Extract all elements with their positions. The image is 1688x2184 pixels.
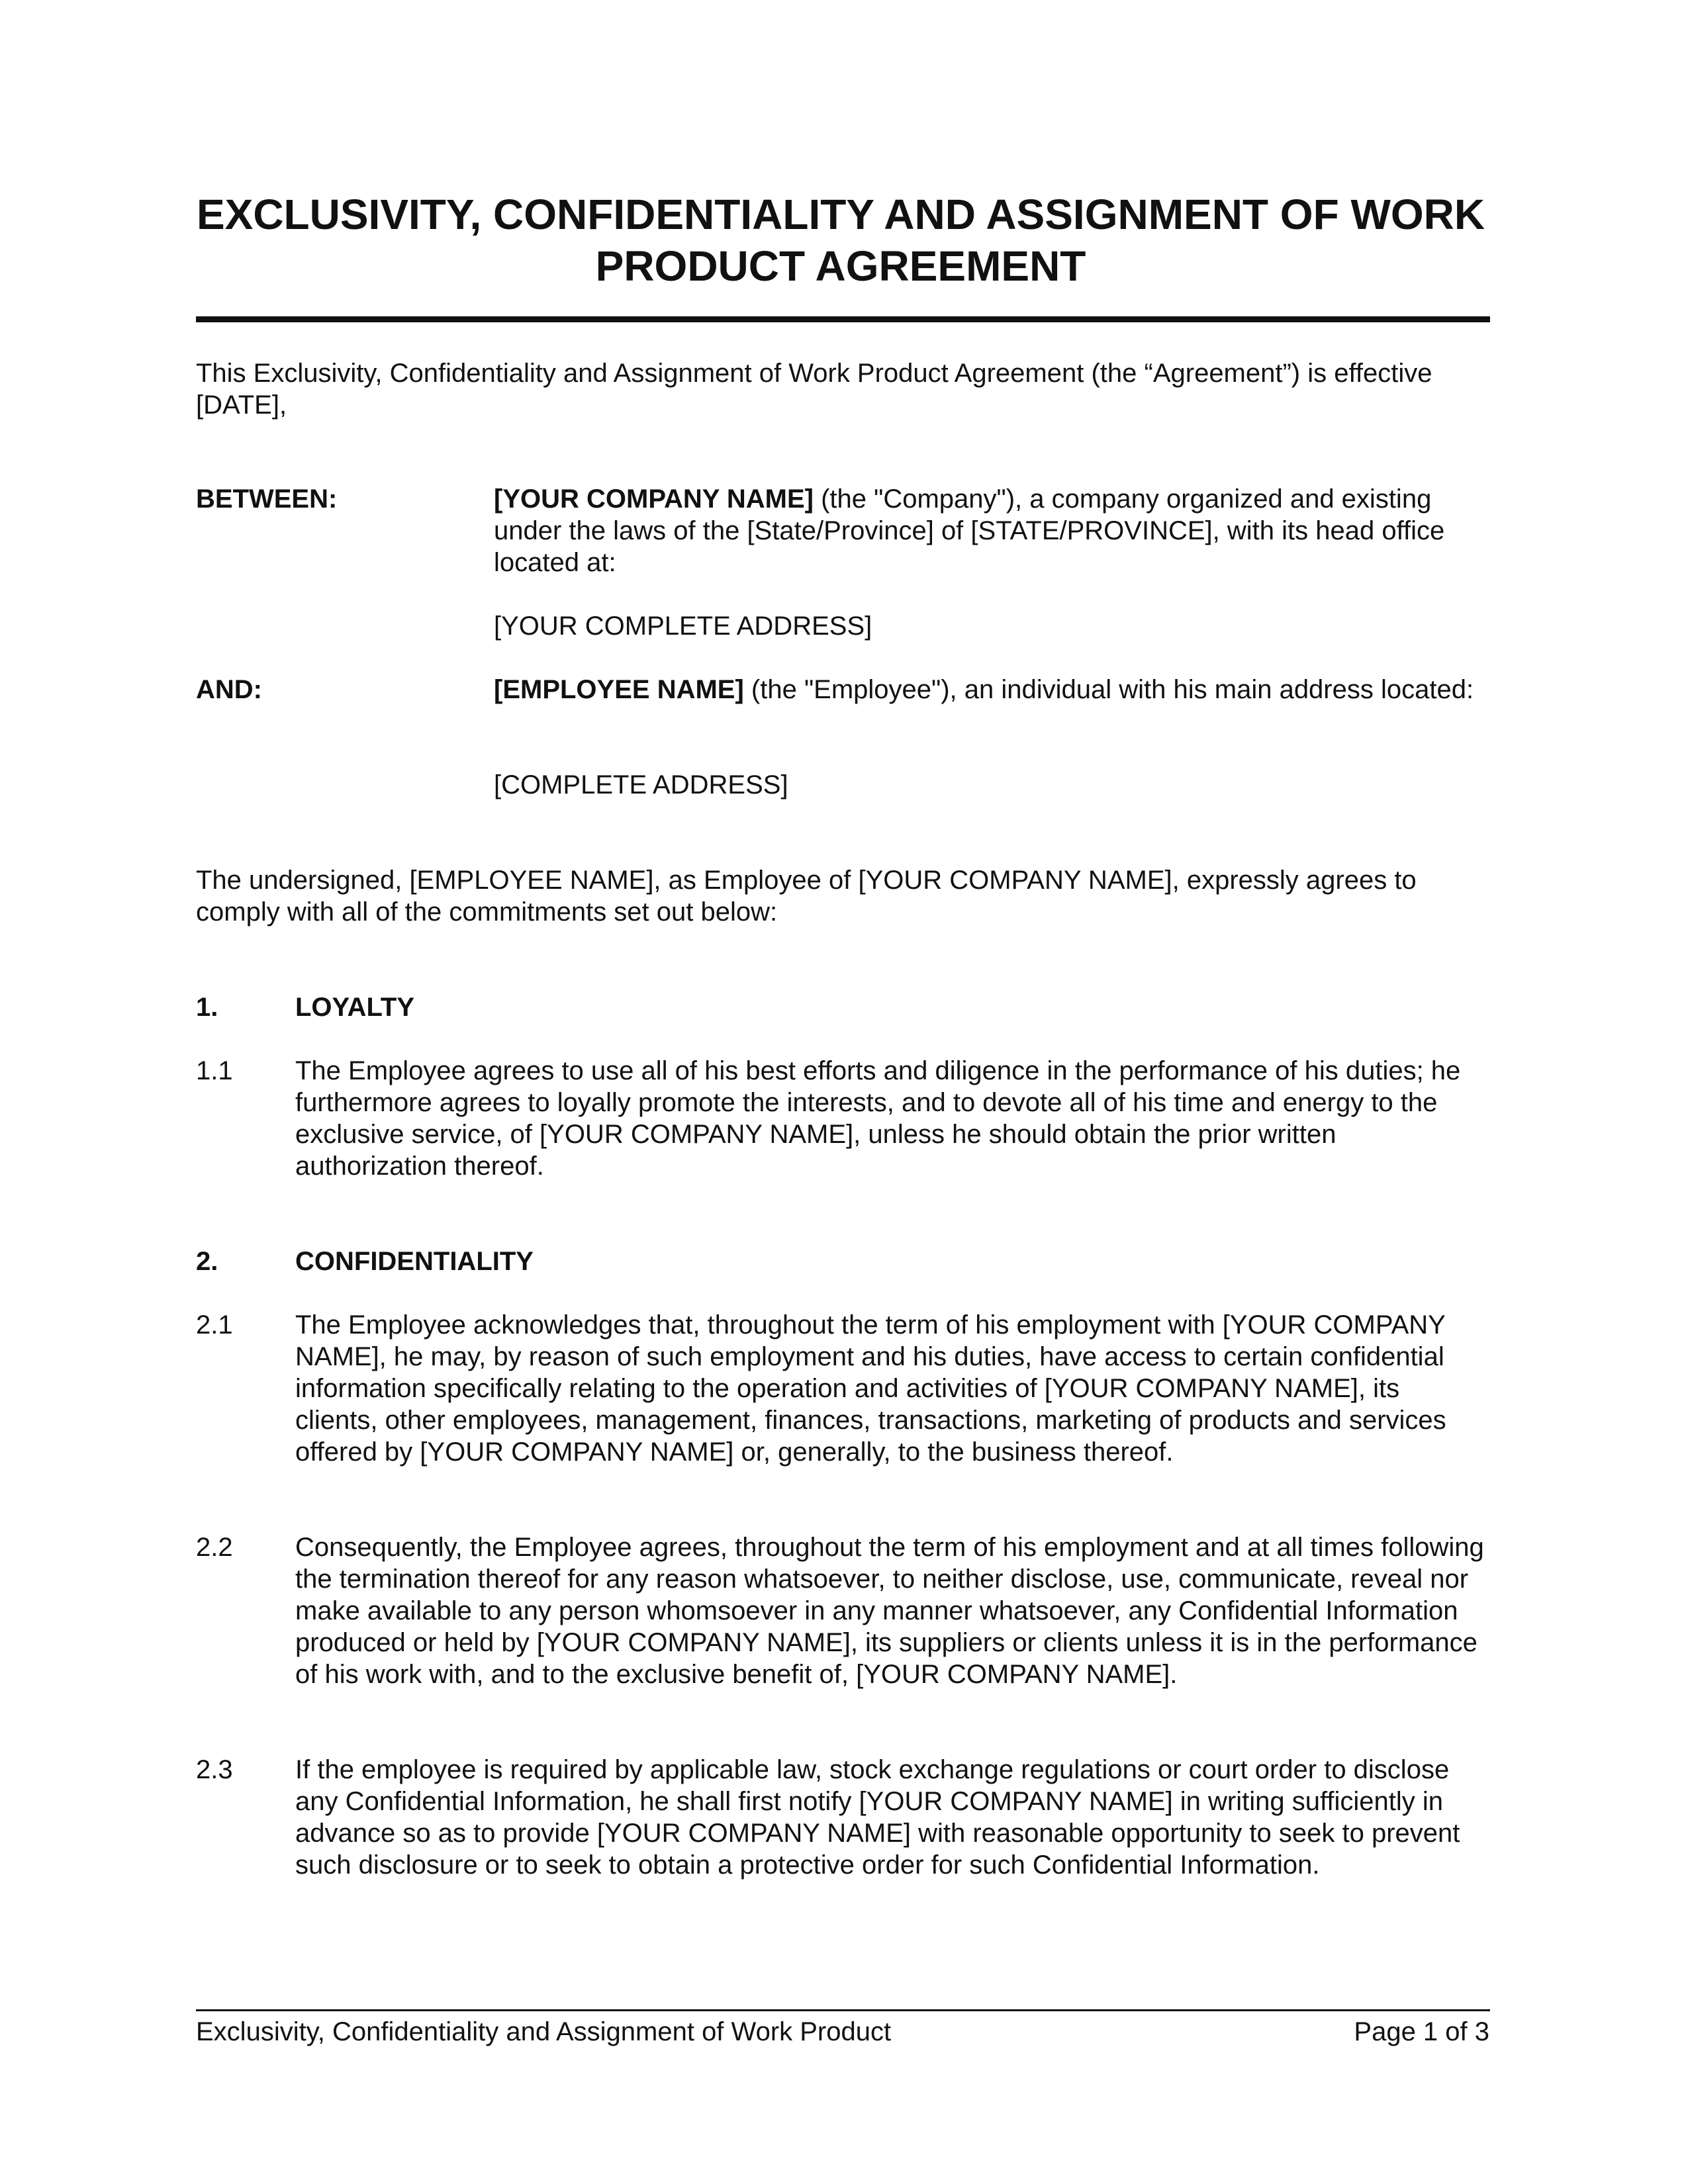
footer-document-title: Exclusivity, Confidentiality and Assignment of Work Product <box>196 2017 892 2046</box>
employee-name: [EMPLOYEE NAME] <box>494 675 744 704</box>
clause-text: The Employee acknowledges that, throughout the term of his employment with [YOUR COMPANY NAME], he may, by reason of such employment and his duties, have access to certain confidential information specifically relating to the operation and activities of [YOUR COMPANY NAME], its clients, other employees, management, finances, transactions, marketing of products and services offered by [YOUR COMPANY NAME] or, generally, to the business thereof. <box>295 1310 1446 1467</box>
clause-text: The Employee agrees to use all of his best efforts and diligence in the performance of his duties; he furthermore agrees to loyally promote the interests, and to devote all of his time and energy to the exclusive service, of [YOUR COMPANY NAME], unless he should obtain the prior written authorization thereof. <box>295 1056 1461 1181</box>
clause-number: 2.3 <box>196 1755 233 1784</box>
section-title-confidentiality: CONFIDENTIALITY <box>295 1247 534 1276</box>
page-number: Page 1 of 3 <box>1354 2017 1489 2046</box>
employee-party-text <box>494 674 1500 705</box>
clause-text: Consequently, the Employee agrees, throughout the term of his employment and at all times following the termination thereof for any reason whatsoever, to neither disclose, use, communicate, reveal nor make available to any person whomsoever in any manner whatsoever, any Confidential Information produced or held by [YOUR COMPANY NAME], its suppliers or clients unless it is in the performance of his work with, and to the exclusive benefit of, [YOUR COMPANY NAME]. <box>295 1533 1484 1689</box>
clause-number: 1.1 <box>196 1056 233 1085</box>
company-name: [YOUR COMPANY NAME] <box>494 484 814 514</box>
clause-text: If the employee is required by applicable law, stock exchange regulations or court order to disclose any Confidential Information, he shall first notify [YOUR COMPANY NAME] in writing sufficiently in advance so as to provide [YOUR COMPANY NAME] with reasonable opportunity to seek to prevent such disclosure or to seek to obtain a protective order for such Confidential Information. <box>295 1755 1460 1880</box>
section-number: 1. <box>196 993 218 1022</box>
company-party-text <box>494 483 1500 578</box>
intro-paragraph: This Exclusivity, Confidentiality and Assignment of Work Product Agreement (the “Agreement”) is effective [DATE], <box>196 359 1432 420</box>
footer-divider <box>196 2009 1490 2011</box>
employee-address: [COMPLETE ADDRESS] <box>494 770 788 799</box>
between-label: BETWEEN: <box>196 484 338 514</box>
employee-description: (the "Employee"), an individual with his main address located: <box>743 675 1474 704</box>
company-address: [YOUR COMPLETE ADDRESS] <box>494 612 872 641</box>
section-number: 2. <box>196 1247 218 1276</box>
clause-number: 2.1 <box>196 1310 233 1340</box>
section-title-loyalty: LOYALTY <box>295 993 415 1022</box>
clause-number: 2.2 <box>196 1533 233 1562</box>
and-label: AND: <box>196 675 262 704</box>
undertaking-paragraph: The undersigned, [EMPLOYEE NAME], as Employee of [YOUR COMPANY NAME], expressly agrees to comply with all of the commitments set out below: <box>196 866 1417 927</box>
title-divider <box>196 316 1490 322</box>
document-title: EXCLUSIVITY, CONFIDENTIALITY AND ASSIGNMENT OF WORK PRODUCT AGREEMENT <box>196 191 1485 290</box>
company-description: (the "Company"), a company organized and existing under the laws of the [State/Province] of [STATE/PROVINCE], with its head office located at: <box>494 484 1445 577</box>
